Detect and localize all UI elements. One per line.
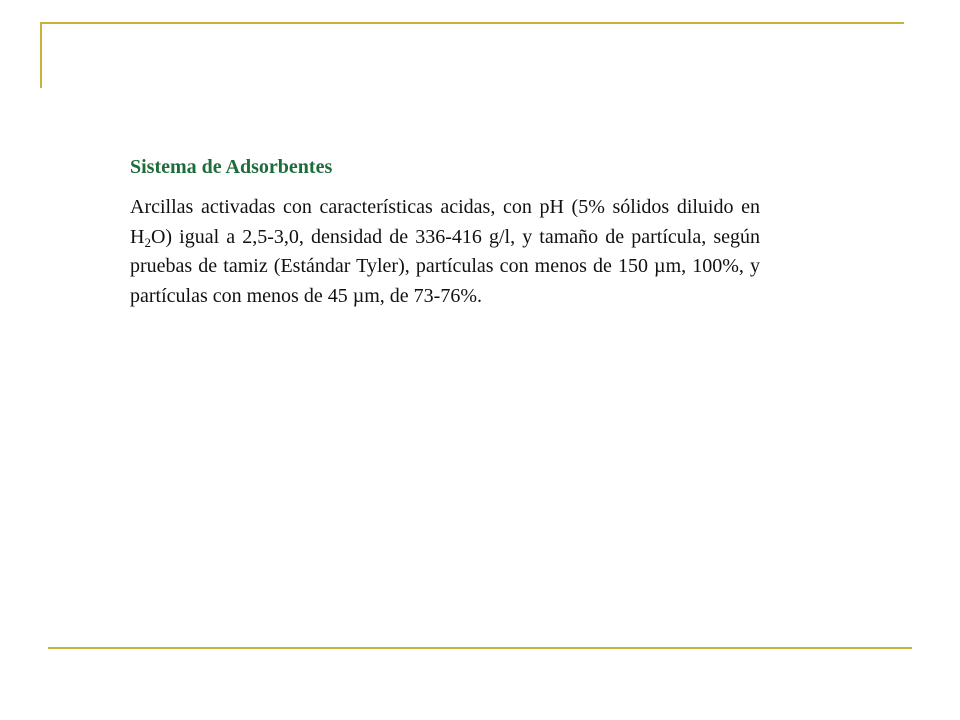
top-border-line — [40, 22, 904, 24]
slide-content — [130, 153, 760, 311]
water-subscript: 2 — [144, 234, 151, 250]
slide-paragraph — [130, 193, 760, 311]
paragraph-part-2: O) igual a 2,5-3,0, densidad de 336-416 g/l, y tamaño de partícula, según pruebas de tamiz (Estándar Tyler), partículas con menos de 150 µm, 100%, y partículas con menos de 45 µm, de 73-76%. — [130, 225, 760, 307]
left-border-line — [40, 22, 42, 88]
paragraph-part-1: Arcillas activadas con características acidas, con pH (5% sólidos diluido en H — [130, 196, 760, 248]
bottom-border-line — [48, 647, 912, 649]
slide-heading: Sistema de Adsorbentes — [130, 156, 333, 178]
